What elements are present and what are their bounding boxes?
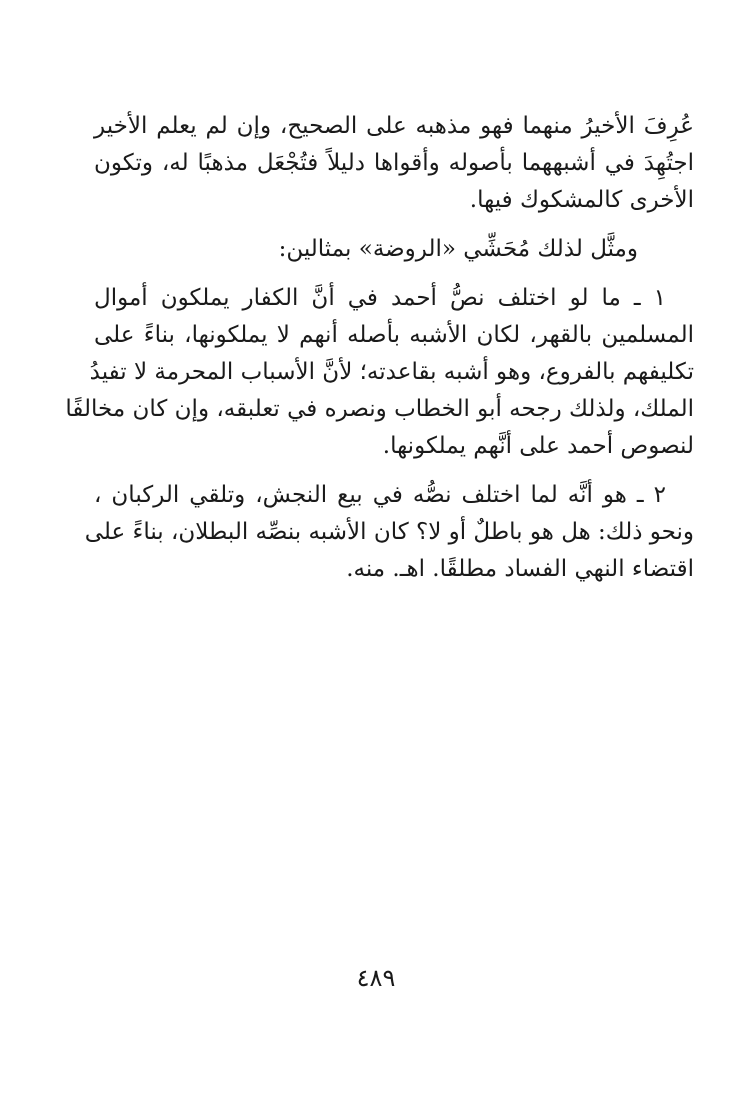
- text-line: الأخرى كالمشكوك فيها.: [469, 187, 694, 213]
- text-line: ١ ـ ما لو اختلف نصُّ أحمد في أنَّ الكفار يملكون أموال: [94, 285, 666, 311]
- text-line: المسلمين بالقهر، لكان الأشبه بأصله أنهم لا يملكونها، بناءً على: [94, 322, 694, 348]
- text-line: لنصوص أحمد على أنَّهم يملكونها.: [382, 433, 694, 459]
- text-line: الملك، ولذلك رجحه أبو الخطاب ونصره في تعلبقه، وإن كان مخالفًا: [65, 396, 694, 422]
- page-number: ٤٨٩: [356, 964, 396, 992]
- text-line: ومثَّل لذلك مُحَشِّي «الروضة» بمثالين:: [278, 236, 638, 262]
- paragraph-4: [84, 477, 694, 588]
- text-line: عُرِفَ الأخيرُ منهما فهو مذهبه على الصحيح، وإن لم يعلم الأخير: [94, 113, 694, 139]
- text-line: ونحو ذلك: هل هو باطلٌ أو لا؟ كان الأشبه بنصِّه البطلان، بناءً على: [84, 519, 694, 545]
- body-text: [65, 108, 694, 588]
- paragraph-1: [94, 108, 694, 219]
- paragraph-3: [65, 280, 694, 465]
- paragraph-2: [94, 231, 694, 268]
- text-line: تكليفهم بالفروع، وهو أشبه بقاعدته؛ لأنَّ الأسباب المحرمة لا تفيدُ: [89, 359, 694, 385]
- text-line: ٢ ـ هو أنَّه لما اختلف نصُّه في بيع النجش، وتلقي الركبان ،: [94, 482, 666, 508]
- text-line: اجتُهِدَ في أشبههما بأصوله وأقواها دليلاً فتُجْعَل مذهبًا له، وتكون: [94, 150, 694, 176]
- text-line: اقتضاء النهي الفساد مطلقًا. اهـ. منه.: [346, 556, 694, 582]
